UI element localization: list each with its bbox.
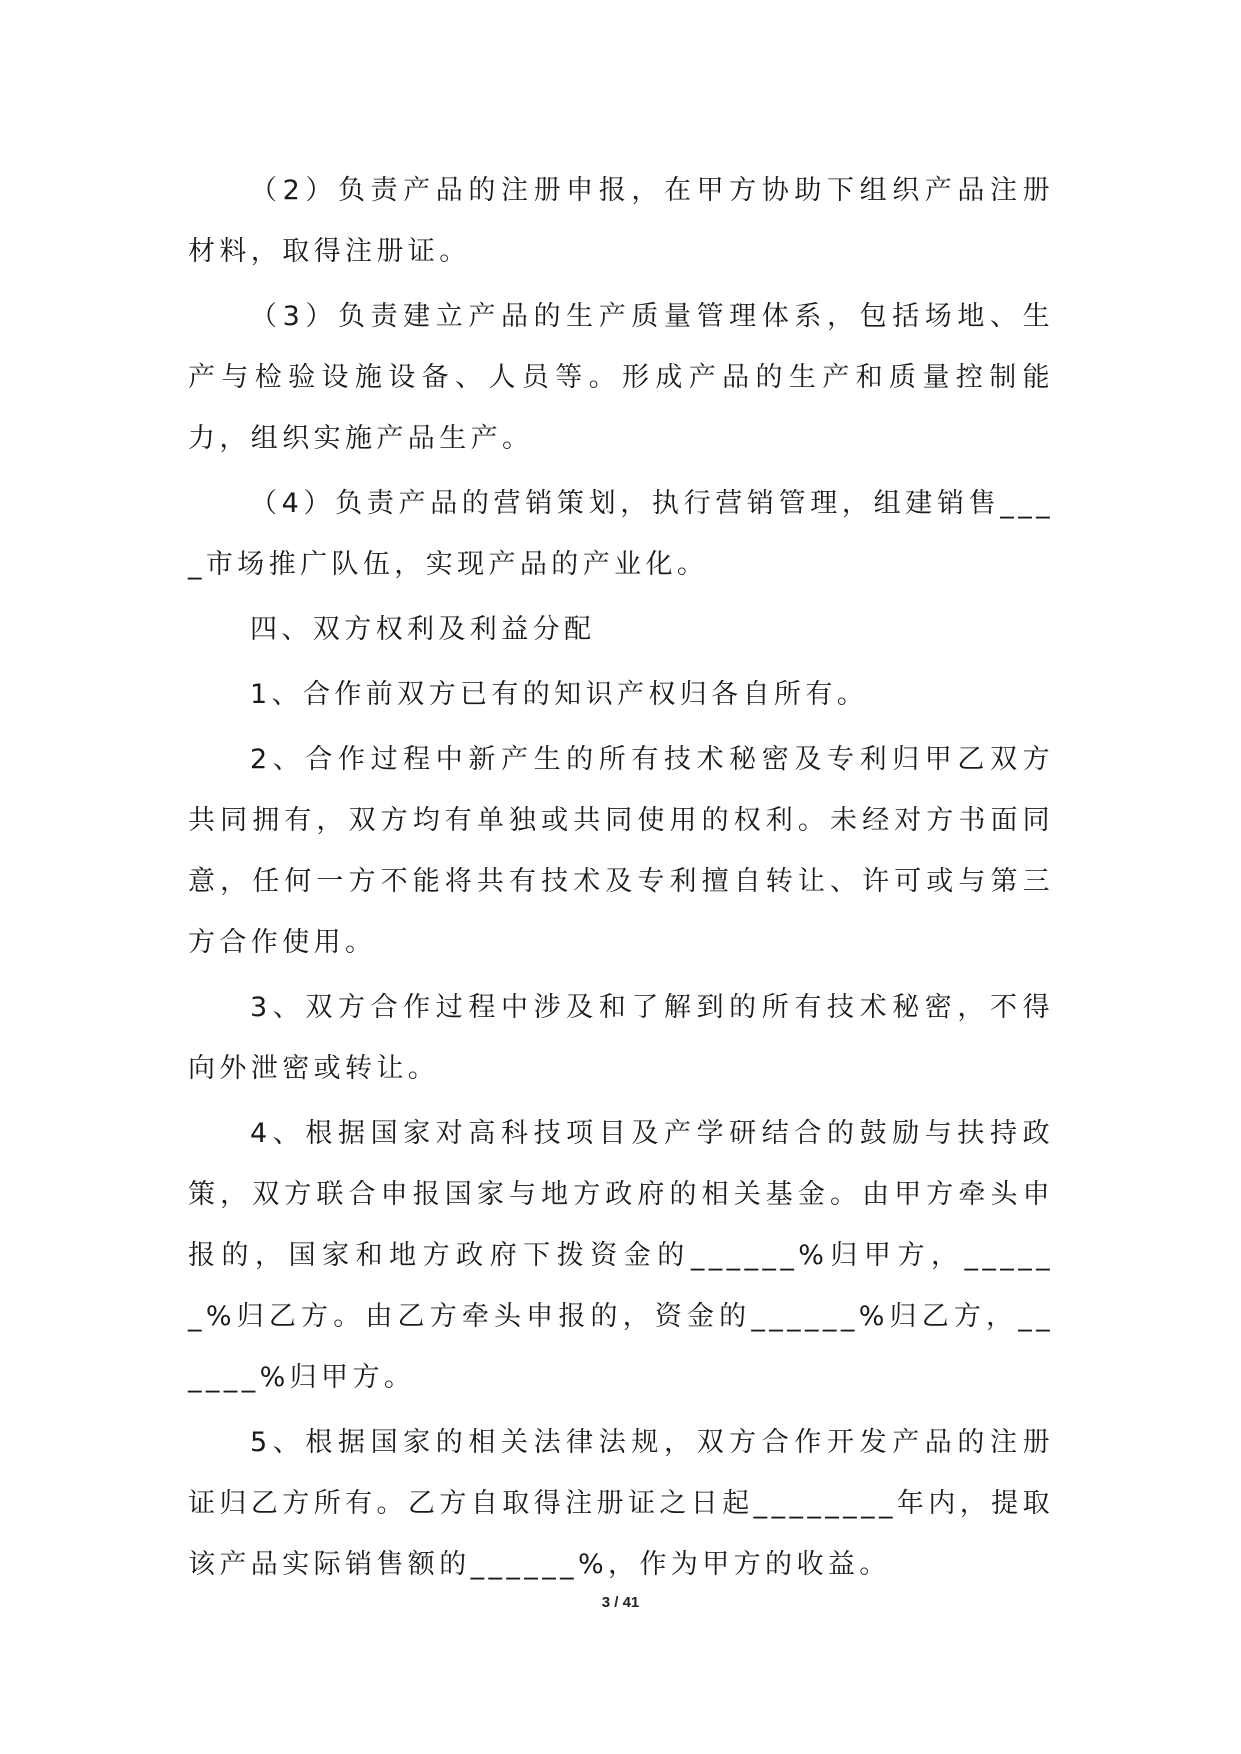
paragraph-clause-5: 5、根据国家的相关法律法规，双方合作开发产品的注册证归乙方所有。乙方自取得注册证之日起________年内，提取该产品实际销售额的______%，作为甲方的收益。 — [188, 1427, 1054, 1580]
paragraph-duty-4: （4）负责产品的营销策划，执行营销管理，组建销售____市场推广队伍，实现产品的产业化。 — [188, 488, 1054, 580]
section-heading-rights: 四、双方权利及利益分配 — [250, 614, 596, 645]
paragraph-clause-1: 1、合作前双方已有的知识产权归各自所有。 — [250, 679, 869, 710]
paragraph-clause-2: 2、合作过程中新产生的所有技术秘密及专利归甲乙双方共同拥有，双方均有单独或共同使用的权利。未经对方书面同意，任何一方不能将共有技术及专利擅自转让、许可或与第三方合作使用。 — [188, 744, 1054, 958]
paragraph-clause-4: 4、根据国家对高科技项目及产学研结合的鼓励与扶持政策，双方联合申报国家与地方政府的相关基金。由甲方牵头申报的，国家和地方政府下拨资金的______%归甲方，______%归乙方。由乙方牵头申报的，资金的______%归乙方，______%归甲方。 — [188, 1118, 1054, 1393]
paragraph-duty-3: （3）负责建立产品的生产质量管理体系，包括场地、生产与检验设施设备、人员等。形成产品的生产和质量控制能力，组织实施产品生产。 — [188, 301, 1054, 454]
document-body — [188, 160, 1054, 1599]
paragraph-duty-2: （2）负责产品的注册申报，在甲方协助下组织产品注册材料，取得注册证。 — [188, 175, 1054, 267]
paragraph-clause-3: 3、双方合作过程中涉及和了解到的所有技术秘密，不得向外泄密或转让。 — [188, 992, 1054, 1084]
page-number: 3 / 41 — [601, 1594, 640, 1611]
